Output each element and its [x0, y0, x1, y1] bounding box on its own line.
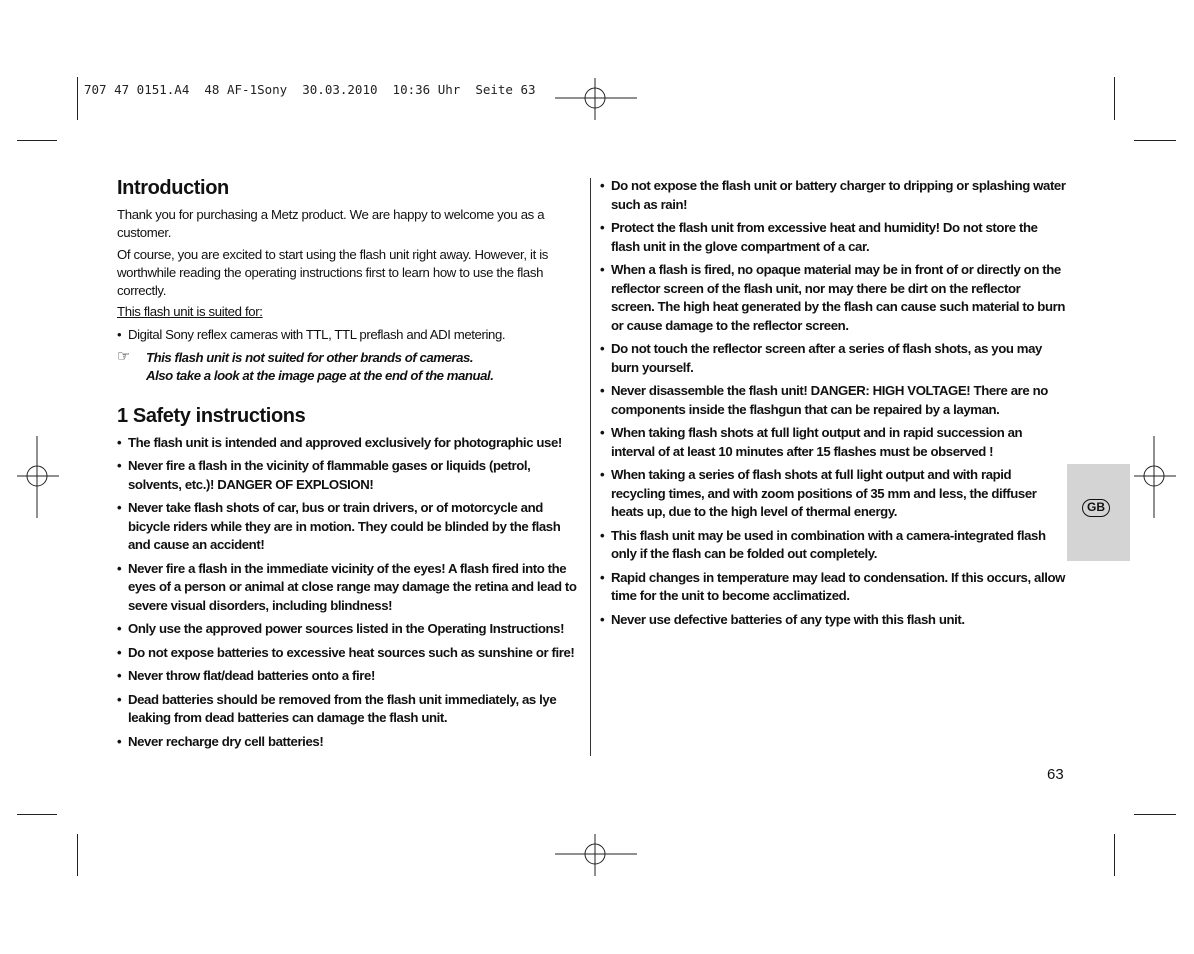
list-item: • This flash unit may be used in combination with a camera-integrated flash only if the flash can be folded out completely.	[600, 527, 1066, 564]
pointing-hand-icon: ☞	[117, 347, 130, 365]
list-item: • Never fire a flash in the vicinity of flammable gases or liquids (petrol, solvents, etc.)! DANGER OF EXPLOSION!	[117, 457, 581, 494]
safety-list-left	[117, 434, 581, 752]
language-tab	[1067, 464, 1130, 561]
list-item: • When taking flash shots at full light output and in rapid succession an interval of at least 10 minutes after 15 flashes must be observed !	[600, 424, 1066, 461]
list-item: • The flash unit is intended and approved exclusively for photographic use!	[117, 434, 581, 453]
registration-mark-bottom	[555, 834, 637, 876]
list-item: • Dead batteries should be removed from the flash unit immediately, as lye leaking from dead batteries can damage the flash unit.	[117, 691, 581, 728]
language-badge: GB	[1082, 499, 1110, 517]
list-item: • Never take flash shots of car, bus or train drivers, or of motorcycle and bicycle riders while they are in motion. They could be blinded by the flash and cause an accident!	[117, 499, 581, 555]
list-item: • When taking a series of flash shots at full light output and with rapid recycling times, and with zoom positions of 35 mm and less, the diffuser heats up, due to the high level of thermal energy.	[600, 466, 1066, 522]
suited-for-label: This flash unit is suited for:	[117, 304, 263, 319]
compatibility-note	[117, 349, 581, 385]
list-item: • When a flash is fired, no opaque material may be in front of or directly on the reflector screen of the flash unit, nor may there be dirt on the reflector screen. The high heat generated by the flash can cause such material to burn or cause damage to the reflector screen.	[600, 261, 1066, 335]
list-item: • Do not expose the flash unit or battery charger to dripping or splashing water such as rain!	[600, 177, 1066, 214]
intro-heading: Introduction	[117, 177, 229, 199]
list-item: • Never fire a flash in the immediate vicinity of the eyes! A flash fired into the eyes of a person or animal at close range may damage the retina and lead to severe visual disorders, including blindness!	[117, 560, 581, 616]
intro-paragraph: Thank you for purchasing a Metz product. We are happy to welcome you as a customer.	[117, 207, 545, 240]
list-item: • Protect the flash unit from excessive heat and humidity! Do not store the flash unit in the glove compartment of a car.	[600, 219, 1066, 256]
intro-paragraph: Of course, you are excited to start using the flash unit right away. However, it is worthwhile reading the operating instructions first to learn how to use the flash correctly.	[117, 247, 549, 298]
list-item: • Never use defective batteries of any type with this flash unit.	[600, 611, 1066, 630]
note-line: This flash unit is not suited for other brands of cameras.	[146, 349, 474, 365]
column-divider	[590, 178, 591, 756]
safety-list-right	[600, 177, 1066, 629]
list-item: • Do not touch the reflector screen after a series of flash shots, as you may burn yourself.	[600, 340, 1066, 377]
printer-slug-line: 707 47 0151.A4 48 AF-1Sony 30.03.2010 10:36 Uhr Seite 63	[84, 82, 536, 97]
list-item: • Only use the approved power sources listed in the Operating Instructions!	[117, 620, 581, 639]
registration-mark-left	[17, 436, 59, 518]
registration-mark-right	[1134, 436, 1176, 518]
list-item: • Never throw flat/dead batteries onto a fire!	[117, 667, 581, 686]
list-item: • Never disassemble the flash unit! DANGER: HIGH VOLTAGE! There are no components inside the flashgun that can be repaired by a layman.	[600, 382, 1066, 419]
list-item: • Rapid changes in temperature may lead to condensation. If this occurs, allow time for the unit to become acclimatized.	[600, 569, 1066, 606]
safety-heading: 1 Safety instructions	[117, 404, 306, 427]
suited-for-list	[117, 326, 581, 345]
list-item: • Digital Sony reflex cameras with TTL, TTL preflash and ADI metering.	[117, 326, 581, 345]
right-column	[600, 177, 1066, 629]
left-column	[117, 177, 581, 751]
list-item: • Do not expose batteries to excessive heat sources such as sunshine or fire!	[117, 644, 581, 663]
list-item: • Never recharge dry cell batteries!	[117, 733, 581, 752]
registration-mark-top	[555, 78, 637, 120]
note-line: Also take a look at the image page at the end of the manual.	[146, 367, 494, 383]
page-number: 63	[1047, 766, 1064, 783]
